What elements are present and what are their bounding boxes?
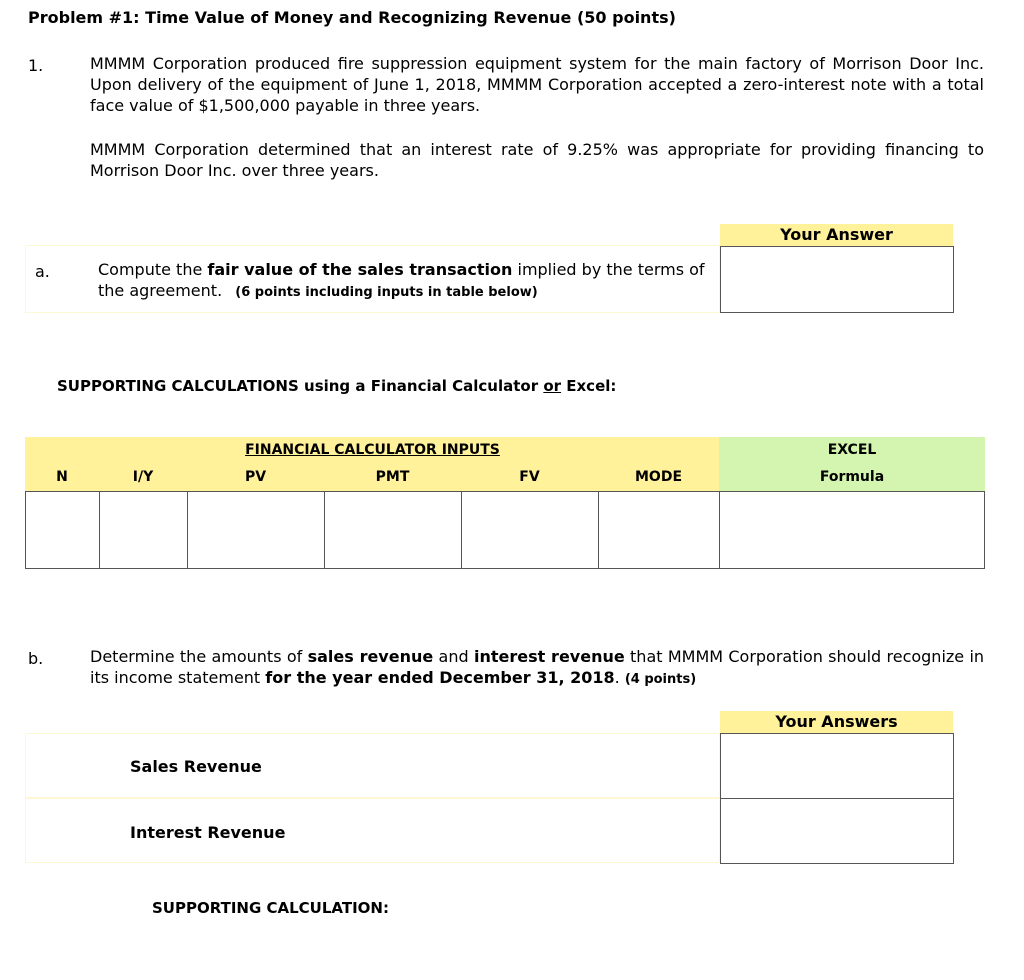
question-paragraph-2: MMMM Corporation determined that an interest rate of 9.25% was appropriate for providing financing to Morrison Door Inc. over three years. (90, 140, 984, 180)
answer-header-b: Your Answers (720, 711, 953, 733)
interest-revenue-answer-box[interactable] (720, 798, 954, 864)
supporting-calculation-label: SUPPORTING CALCULATION: (152, 899, 389, 917)
input-pv[interactable] (188, 491, 325, 569)
input-n[interactable] (25, 491, 100, 569)
supporting-calculations-label (57, 377, 616, 395)
input-mode[interactable] (599, 491, 720, 569)
input-fv[interactable] (462, 491, 599, 569)
part-b-t2: and (433, 647, 474, 666)
part-a-question (98, 259, 708, 303)
col-pmt-header: PMT (375, 469, 410, 485)
question-paragraph-1: MMMM Corporation produced fire suppression equipment system for the main factory of Morrison Door Inc. Upon delivery of the equipment of June 1, 2018, MMMM Corporation accepted a zero-interest note with a total face value of $1,500,000 payable in three years. (90, 54, 984, 115)
part-a-letter: a. (35, 262, 50, 281)
input-iy[interactable] (100, 491, 188, 569)
col-mode-header: MODE (634, 469, 683, 485)
input-pmt[interactable] (325, 491, 462, 569)
calc-inputs-header: FINANCIAL CALCULATOR INPUTS (245, 442, 500, 458)
page-title: Problem #1: Time Value of Money and Recognizing Revenue (50 points) (28, 8, 676, 27)
part-a-text-post: implied by the terms of the agreement. (98, 260, 705, 300)
question-number: 1. (28, 56, 44, 75)
excel-header-line2: Formula (819, 469, 885, 485)
part-a-answer-box[interactable] (720, 246, 954, 313)
part-b-t3: that MMMM Corporation should recognize in its income statement (90, 647, 985, 687)
part-b-b1: sales revenue (307, 647, 434, 666)
part-b-t4: . (614, 668, 625, 687)
part-b-t1: Determine the amounts of (90, 647, 308, 666)
part-a-points: (6 points including inputs in table below) (235, 285, 538, 300)
part-b-points: (4 points) (624, 672, 697, 687)
part-b-b2: interest revenue (473, 647, 625, 666)
sales-revenue-label: Sales Revenue (130, 757, 262, 776)
col-n-header: N (56, 469, 68, 485)
sales-revenue-answer-box[interactable] (720, 733, 954, 799)
col-fv-header: FV (519, 469, 540, 485)
part-b-question (90, 646, 984, 690)
supporting-or: or (543, 377, 562, 395)
col-iy-header: I/Y (132, 469, 154, 485)
answer-header-a: Your Answer (720, 224, 953, 246)
part-a-text-bold: fair value of the sales transaction (207, 260, 513, 279)
part-b-b3: for the year ended December 31, 2018 (265, 668, 615, 687)
interest-revenue-label: Interest Revenue (130, 823, 286, 842)
part-a-text-pre: Compute the (98, 260, 208, 279)
supporting-post: Excel: (561, 377, 617, 395)
part-b-letter: b. (28, 649, 44, 668)
supporting-pre: SUPPORTING CALCULATIONS using a Financial Calculator (57, 377, 544, 395)
input-excel-formula[interactable] (720, 491, 985, 569)
excel-header-line1: EXCEL (827, 442, 877, 458)
col-pv-header: PV (244, 469, 267, 485)
